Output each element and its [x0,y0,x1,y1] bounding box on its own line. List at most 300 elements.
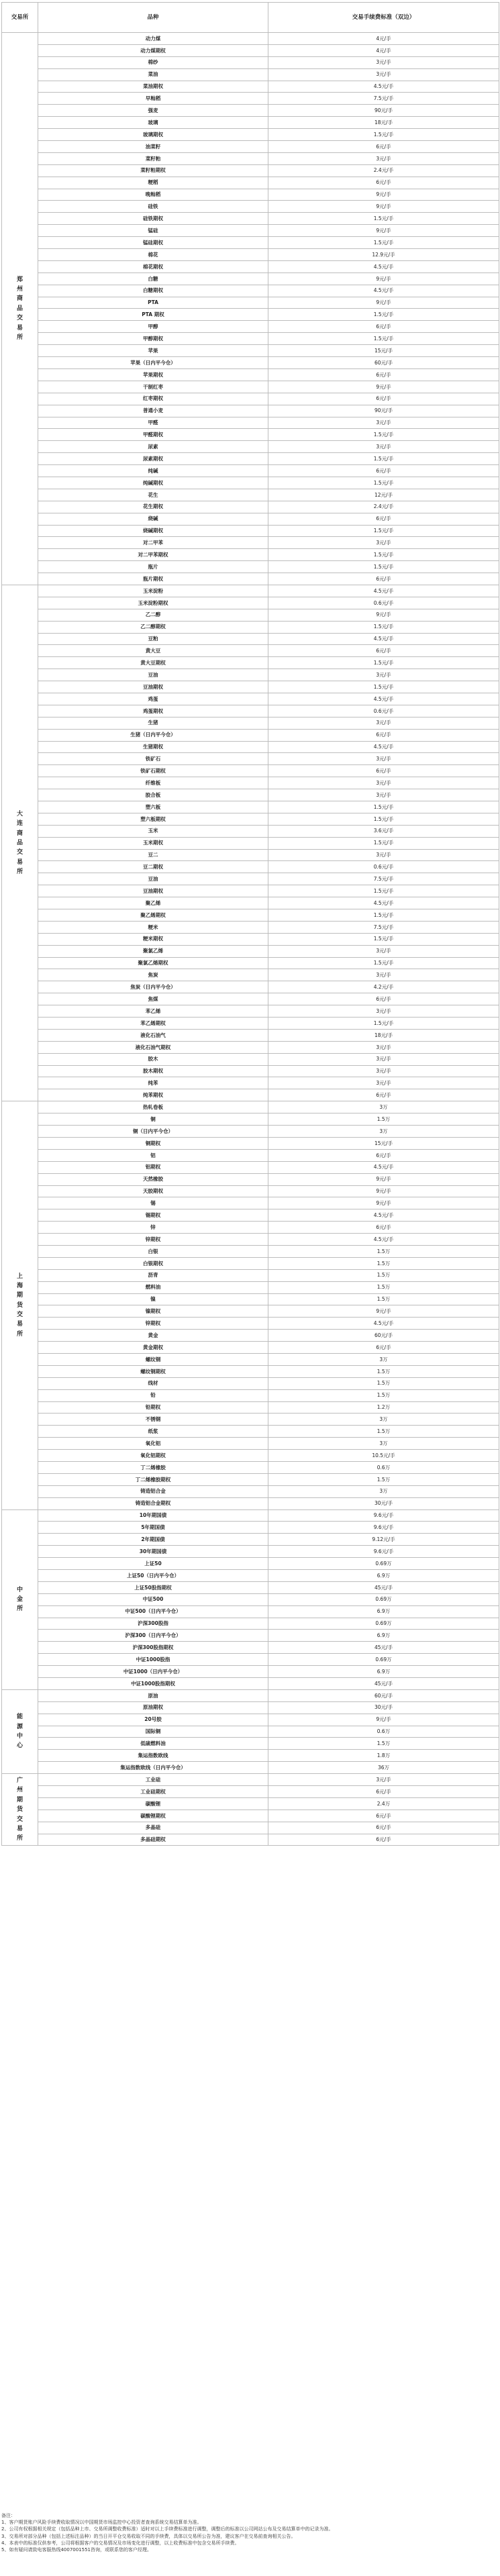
table-row [2,825,499,837]
table-row [2,1293,499,1305]
fee-value: 6元/手 [268,393,499,405]
table-row [2,1678,499,1690]
fee-value: 0.69万 [268,1618,499,1630]
product-name: 铅 [38,1389,268,1401]
product-name: 白银 [38,1245,268,1257]
product-name: 锰硅 [38,225,268,237]
fee-value: 4.5元/手 [268,1209,499,1222]
table-row [2,164,499,177]
fee-value: 1.5元/手 [268,309,499,321]
product-name: 豆油期权 [38,885,268,897]
product-name: 锌期权 [38,1318,268,1330]
product-name: 胶木 [38,1053,268,1065]
product-name: 晚籼稻 [38,189,268,201]
table-row [2,1089,499,1101]
table-row [2,260,499,273]
product-name: 烧碱 [38,513,268,525]
product-name: 氧化铝期权 [38,1450,268,1462]
product-name: 黄金 [38,1330,268,1342]
table-row [2,56,499,68]
table-row [2,501,499,513]
fee-value: 3元/手 [268,537,499,549]
table-row [2,417,499,429]
product-name: 30年期国债 [38,1546,268,1558]
fee-value: 1.5元/手 [268,885,499,897]
product-name: 液化石油气期权 [38,1041,268,1053]
product-name: 早籼稻 [38,93,268,105]
exchange-name: 大 连 商 品 交 易 所 [2,585,38,1101]
table-row [2,1342,499,1354]
fee-value: 1.5元/手 [268,813,499,825]
product-name: 工业硅期权 [38,1786,268,1798]
table-row [2,1065,499,1077]
table-row [2,1438,499,1450]
table-row [2,681,499,693]
notes-section [1,2512,499,2553]
product-name: 棉花 [38,249,268,261]
product-name: 玉米 [38,825,268,837]
fee-value: 1.5万 [268,1426,499,1438]
table-row [2,297,499,309]
table-row [2,621,499,633]
product-name: PTA [38,297,268,309]
table-row [2,1377,499,1389]
fee-value: 1.5元/手 [268,525,499,537]
fee-value: 0.6元/手 [268,861,499,873]
notes-title: 备注： [1,2513,15,2518]
product-name: 瓶片 [38,561,268,573]
fee-value: 6元/手 [268,368,499,381]
product-name: 聚氯乙烯 [38,945,268,957]
product-name: 焦煤 [38,993,268,1005]
product-name: 丁二烯橡胶 [38,1461,268,1473]
fee-value: 1.5万 [268,1293,499,1305]
product-name: 动力煤期权 [38,44,268,56]
fee-value: 6元/手 [268,1342,499,1354]
product-name: 豆油 [38,873,268,885]
fee-value: 15元/手 [268,1137,499,1149]
fee-value: 6元/手 [268,765,499,777]
fee-value: 1.5元/手 [268,957,499,969]
header-fee: 交易手续费标准（双边） [268,3,499,33]
fee-value: 1.5元/手 [268,237,499,249]
table-row [2,309,499,321]
product-name: 烧碱期权 [38,525,268,537]
table-row [2,813,499,825]
table-row [2,729,499,741]
fee-value: 2.4元/手 [268,501,499,513]
product-name: 粳稻 [38,177,268,189]
fee-value: 36万 [268,1762,499,1774]
product-name: 棉花期权 [38,260,268,273]
product-name: 铜 [38,1113,268,1126]
table-row [2,1522,499,1534]
exchange-name: 郑 州 商 品 交 易 所 [2,33,38,585]
table-row [2,1605,499,1618]
fee-value: 0.6元/手 [268,705,499,717]
table-row [2,1726,499,1738]
note-line: 1、客户期货账户风险手续费收取情况以中国期货市场监控中心投资者查询系统交易结算单为准。 [1,2520,202,2526]
table-row [2,1041,499,1053]
table-row [2,201,499,213]
fee-value: 4.5元/手 [268,741,499,753]
fee-value: 60元/手 [268,357,499,369]
table-row [2,225,499,237]
table-row [2,1450,499,1462]
table-row [2,741,499,753]
product-name: 沪深300（日内平今仓） [38,1630,268,1642]
table-row [2,1618,499,1630]
table-row [2,1401,499,1414]
table-row [2,897,499,909]
fee-value: 18元/手 [268,117,499,129]
table-row [2,801,499,813]
product-name: 铸造铝合金期权 [38,1497,268,1509]
table-row [2,1570,499,1582]
table-row [2,81,499,93]
fee-value: 4.5元/手 [268,1318,499,1330]
table-row [2,933,499,945]
product-name: 苯乙烯期权 [38,1018,268,1030]
fee-value: 3元/手 [268,1005,499,1018]
product-name: 天然橡胶 [38,1173,268,1185]
product-name: 铁矿石 [38,753,268,765]
fee-value: 3元/手 [268,152,499,164]
product-name: 纯苯期权 [38,1089,268,1101]
product-name: 铁矿石期权 [38,765,268,777]
product-name: 聚乙烯期权 [38,909,268,922]
product-name: 液化石油气 [38,1029,268,1041]
product-name: 锡 [38,1197,268,1209]
table-row [2,837,499,849]
table-row [2,117,499,129]
product-name: 对二甲苯期权 [38,549,268,561]
fee-value: 1.5元/手 [268,477,499,489]
table-row [2,333,499,345]
fee-value: 6.9万 [268,1630,499,1642]
table-row [2,1161,499,1173]
table-row [2,1029,499,1041]
fee-value: 90元/手 [268,405,499,417]
product-name: 塑六板 [38,801,268,813]
fee-value: 6元/手 [268,465,499,477]
product-name: PTA 期权 [38,309,268,321]
product-name: 中证1000（日内平今仓） [38,1666,268,1678]
product-name: 锰硅期权 [38,237,268,249]
table-row [2,237,499,249]
table-row [2,1269,499,1281]
fee-value: 6元/手 [268,729,499,741]
fee-value: 3元/手 [268,669,499,681]
fee-value: 6.9万 [268,1570,499,1582]
product-name: 塑六板期权 [38,813,268,825]
table-row [2,1005,499,1018]
fee-value: 1.5元/手 [268,549,499,561]
fee-value: 6元/手 [268,1089,499,1101]
table-row [2,525,499,537]
exchange-name: 广 州 期 货 交 易 所 [2,1774,38,1846]
fee-value: 3万 [268,1101,499,1113]
table-row [2,273,499,285]
fee-value: 1.5元/手 [268,933,499,945]
table-row [2,1234,499,1246]
table-row [2,765,499,777]
fee-value: 3元/手 [268,441,499,453]
fee-value: 9元/手 [268,381,499,393]
product-name: 氧化铝 [38,1438,268,1450]
fee-value: 6元/手 [268,1810,499,1822]
fee-value: 0.69万 [268,1654,499,1666]
fee-value: 18元/手 [268,1029,499,1041]
fee-value: 1.5元/手 [268,657,499,669]
table-row [2,1414,499,1426]
table-row [2,465,499,477]
product-name: 鸡蛋 [38,693,268,705]
fee-value: 4.5元/手 [268,81,499,93]
product-name: 黄金期权 [38,1342,268,1354]
table-row [2,1222,499,1234]
table-row [2,849,499,861]
note-line: 4、本表中的标准仅供参考，公司将根据客户的交易情况及市场变化进行调整，以上收费标准中包含交易所手续费。 [1,2540,240,2546]
product-name: 豆油 [38,669,268,681]
table-row [2,549,499,561]
fee-value: 12.9元/手 [268,249,499,261]
fee-value: 3元/手 [268,777,499,789]
table-row [2,645,499,657]
table-row [2,1774,499,1786]
table-row [2,657,499,669]
product-name: 白糖期权 [38,285,268,297]
table-row [2,777,499,789]
table-row [2,429,499,441]
table-row [2,873,499,885]
table-row [2,44,499,56]
header-product: 品种 [38,3,268,33]
table-row [2,1581,499,1593]
product-name: 菜籽粕 [38,152,268,164]
fee-value: 6.9万 [268,1666,499,1678]
product-name: 低硫燃料油 [38,1738,268,1750]
fee-value: 1.5元/手 [268,801,499,813]
product-name: 10年期国债 [38,1509,268,1522]
note-line: 5、如有疑问请致电客服热线4007001551咨询，或联系您的客户经理。 [1,2547,152,2553]
table-row [2,1534,499,1546]
product-name: 中证1000股指期权 [38,1678,268,1690]
fee-value: 3元/手 [268,68,499,81]
fee-value: 10.5元/手 [268,1450,499,1462]
fee-value: 0.6万 [268,1461,499,1473]
fee-value: 6元/手 [268,177,499,189]
product-name: 聚氯乙烯期权 [38,957,268,969]
table-row [2,921,499,933]
fee-value: 9.6元/手 [268,1509,499,1522]
fee-value: 1.5万 [268,1738,499,1750]
note-line: 3、交易所对部分品种（包括上述标注品种）的当日开平仓交易收取不同的手续费，具体以交易所公告为准，建议客户在交易前查询相关公告。 [1,2533,296,2539]
table-row [2,1185,499,1197]
table-row [2,1245,499,1257]
table-row [2,861,499,873]
fee-value: 4.2元/手 [268,981,499,993]
product-name: 白银期权 [38,1257,268,1269]
product-name: 玉米淀粉 [38,585,268,597]
product-name: 沪深300股指 [38,1618,268,1630]
product-name: 2年期国债 [38,1534,268,1546]
product-name: 红枣期权 [38,393,268,405]
product-name: 聚乙烯 [38,897,268,909]
table-row [2,1701,499,1714]
table-row [2,1149,499,1161]
table-row [2,357,499,369]
product-name: 花生 [38,489,268,501]
table-row [2,1762,499,1774]
table-row [2,585,499,597]
product-name: 天胶期权 [38,1185,268,1197]
fee-value: 1.5元/手 [268,333,499,345]
fee-value: 45元/手 [268,1678,499,1690]
table-row [2,909,499,922]
table-row [2,1546,499,1558]
fee-value: 3元/手 [268,1774,499,1786]
fee-value: 3万 [268,1414,499,1426]
product-name: 苹果 [38,345,268,357]
product-name: 20号胶 [38,1714,268,1726]
fee-value: 3元/手 [268,849,499,861]
fee-value: 3元/手 [268,1065,499,1077]
product-name: 原油 [38,1689,268,1701]
table-row [2,93,499,105]
product-name: 棉纱 [38,56,268,68]
fee-value: 30元/手 [268,1701,499,1714]
table-row [2,993,499,1005]
fee-value: 3元/手 [268,945,499,957]
fee-table-document [1,2,499,1846]
table-row [2,1173,499,1185]
table-row [2,1426,499,1438]
fee-value: 0.6万 [268,1726,499,1738]
product-name: 镍 [38,1293,268,1305]
fee-value: 3元/手 [268,1077,499,1089]
table-row [2,693,499,705]
table-row [2,789,499,801]
product-name: 热轧卷板 [38,1101,268,1113]
product-name: 上证50（日内平今仓） [38,1570,268,1582]
product-name: 强麦 [38,105,268,117]
table-row [2,1305,499,1318]
product-name: 丁二烯橡胶期权 [38,1473,268,1485]
product-name: 镍期权 [38,1305,268,1318]
product-name: 干制红枣 [38,381,268,393]
table-row [2,705,499,717]
fee-value: 3万 [268,1438,499,1450]
fee-value: 1.5万 [268,1365,499,1377]
fee-value: 9元/手 [268,201,499,213]
product-name: 甲醛 [38,417,268,429]
fee-value: 4.5元/手 [268,693,499,705]
table-row [2,1666,499,1678]
product-name: 豆二期权 [38,861,268,873]
product-name: 纯碱期权 [38,477,268,489]
fee-value: 1.8万 [268,1750,499,1762]
fee-value: 1.5万 [268,1377,499,1389]
exchange-name: 能 源 中 心 [2,1689,38,1773]
table-row [2,213,499,225]
table-row [2,1822,499,1834]
fee-value: 3元/手 [268,789,499,801]
table-row [2,453,499,465]
fee-value: 7.5元/手 [268,93,499,105]
table-row [2,1126,499,1138]
product-name: 碳酸锂期权 [38,1810,268,1822]
fee-value: 0.69万 [268,1593,499,1605]
product-name: 玻璃 [38,117,268,129]
fee-value: 0.6元/手 [268,597,499,609]
fee-value: 1.5元/手 [268,429,499,441]
table-row [2,609,499,621]
product-name: 铜期权 [38,1137,268,1149]
table-row [2,141,499,153]
fee-value: 3元/手 [268,717,499,729]
product-name: 铸造铝合金 [38,1485,268,1497]
fee-value: 1.5万 [268,1245,499,1257]
fee-value: 2.4万 [268,1797,499,1810]
fee-value: 9元/手 [268,189,499,201]
fee-value: 9.12元/手 [268,1534,499,1546]
fee-value: 90元/手 [268,105,499,117]
product-name: 粳米期权 [38,933,268,945]
table-row [2,969,499,981]
fee-table [1,2,499,1846]
product-name: 硅铁期权 [38,213,268,225]
table-row [2,537,499,549]
fee-value: 1.5元/手 [268,129,499,141]
product-name: 黄大豆期权 [38,657,268,669]
table-row [2,1786,499,1798]
fee-value: 3万 [268,1126,499,1138]
fee-value: 6元/手 [268,1222,499,1234]
header-row [2,3,499,33]
table-row [2,33,499,45]
fee-value: 2.4元/手 [268,164,499,177]
fee-value: 3元/手 [268,1053,499,1065]
product-name: 鸡蛋期权 [38,705,268,717]
table-row [2,1593,499,1605]
fee-value: 0.69万 [268,1558,499,1570]
fee-table-body [2,33,499,1846]
table-row [2,1389,499,1401]
product-name: 生猪（日内平今仓） [38,729,268,741]
fee-value: 3元/手 [268,1041,499,1053]
product-name: 不锈钢 [38,1414,268,1426]
table-row [2,249,499,261]
table-row [2,1113,499,1126]
table-row [2,368,499,381]
product-name: 豆油期权 [38,681,268,693]
product-name: 胶合板 [38,789,268,801]
table-row [2,1642,499,1654]
product-name: 锡期权 [38,1209,268,1222]
fee-value: 4元/手 [268,44,499,56]
fee-value: 1.5元/手 [268,1018,499,1030]
product-name: 甲醇期权 [38,333,268,345]
product-name: 纯苯 [38,1077,268,1089]
product-name: 上证50 [38,1558,268,1570]
fee-value: 6元/手 [268,1834,499,1846]
table-row [2,945,499,957]
product-name: 尿素期权 [38,453,268,465]
table-row [2,957,499,969]
fee-value: 60元/手 [268,1689,499,1701]
product-name: 甲醛期权 [38,429,268,441]
